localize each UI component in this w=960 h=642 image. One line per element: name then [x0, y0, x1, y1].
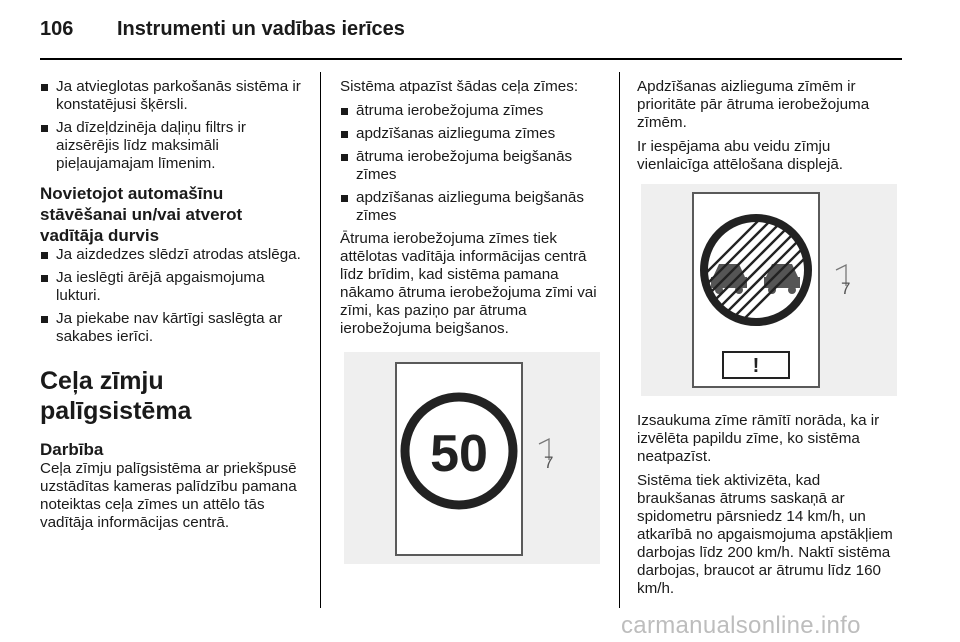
list-item: Ja dīzeļdzinēja daļiņu filtrs ir aizsērējis līdz maksimāli pieļaujamajam līmenim. — [40, 119, 308, 173]
list-item: ātruma ierobežojuma zīmes — [340, 102, 606, 120]
speed-limit-figure — [344, 352, 600, 564]
page-number: 106 — [40, 18, 74, 40]
activation-text: Sistēma tiek aktivizēta, kad braukšanas ātrums saskaņā ar spidometru pārsniedz 14 km/h, un atkarībā no apgaismojuma apstākļiem darbojas līdz 200 km/h. Naktī sistēma darbojas, braucot ar ātrumu līdz 160 km/h. — [637, 472, 893, 597]
door-conditions-list — [40, 246, 308, 346]
display-text: Ātruma ierobežojuma zīmes tiek attēlotas vadītāja informācijas centrā līdz brīdim, kad sistēma pamana nākamo ātruma ierobežojuma zīmi vai zīmi, kas paziņo par ātruma ierobežojuma beigšanos. — [340, 230, 597, 337]
chapter-title: Instrumenti un vadības ierīces — [117, 18, 405, 40]
column-middle — [340, 78, 606, 564]
list-item: ātruma ierobežojuma beigšanās zīmes — [340, 148, 606, 184]
speed-limit-sign-icon — [344, 352, 600, 564]
header-rule — [40, 58, 902, 60]
end-of-no-overtaking-sign-icon — [641, 184, 897, 396]
no-overtaking-end-figure — [641, 184, 897, 396]
parking-subheading: Novietojot automašīnu stāvēšanai un/vai atverot vadītāja durvis — [40, 184, 243, 245]
speed-value: 50 — [430, 425, 488, 483]
priority-text: Apdzīšanas aizlieguma zīmēm ir prioritāte pār ātruma ierobežojuma zīmēm. — [637, 78, 870, 131]
watermark-text: carmanualsonline.info — [621, 612, 861, 639]
list-item: Ja ieslēgti ārējā apgaismojuma lukturi. — [40, 269, 308, 305]
warning-mark: ! — [752, 355, 760, 377]
column-right — [637, 78, 901, 604]
column-divider — [619, 72, 620, 608]
warning-box — [723, 352, 789, 378]
list-item: apdzīšanas aizlieguma zīmes — [340, 125, 606, 143]
sign-types-list — [340, 102, 606, 225]
section-heading: Ceļa zīmju palīgsistēma — [40, 367, 192, 425]
corner-mark: 7 — [544, 453, 554, 472]
corner-mark-icon — [836, 265, 850, 298]
recognized-intro: Sistēma atpazīst šādas ceļa zīmes: — [340, 78, 579, 95]
corner-mark: 7 — [841, 279, 851, 298]
simultaneous-text: Ir iespējama abu veidu zīmju vienlaicīga attēlošana displejā. — [637, 138, 844, 173]
operation-heading: Darbība — [40, 440, 104, 459]
list-item: Ja piekabe nav kārtīgi saslēgta ar sakabes ierīci. — [40, 310, 308, 346]
exclamation-text: Izsaukuma zīme rāmītī norāda, ka ir izvēlēta papildu zīme, ko sistēma neatpazīst. — [637, 412, 880, 465]
list-item: apdzīšanas aizlieguma beigšanās zīmes — [340, 189, 606, 225]
warning-conditions-list — [40, 78, 308, 173]
list-item: Ja aizdedzes slēdzī atrodas atslēga. — [40, 246, 308, 264]
corner-mark-icon — [539, 439, 553, 472]
page-header — [40, 16, 902, 50]
operation-text: Ceļa zīmju palīgsistēma ar priekšpusē uzstādītas kameras palīdzību pamana noteiktas ceļa zīmes un attēlo tās vadītāja informācijas centrā. — [40, 460, 297, 531]
column-left — [40, 78, 308, 538]
column-divider — [320, 72, 321, 608]
list-item: Ja atvieglotas parkošanās sistēma ir konstatējusi šķērsli. — [40, 78, 308, 114]
